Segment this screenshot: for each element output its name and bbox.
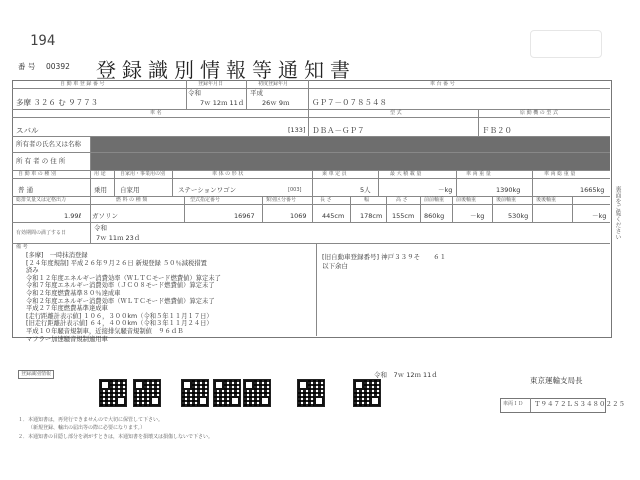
first-reg-era: 平成 (250, 89, 263, 97)
rule (308, 80, 309, 109)
redacted-owner-address (91, 153, 610, 170)
header-model-no: 型式指定番号 (190, 197, 221, 203)
copy-watermark (530, 30, 602, 58)
header-first-reg: 初度登録年月 (258, 81, 289, 87)
serial-label: 番 号 (18, 62, 36, 71)
engine-type: ＦＢ２０ (482, 126, 512, 135)
header-rf: 後前軸重 (496, 197, 517, 203)
remark-line: マフラー加速騒音規制適用車 (26, 335, 108, 343)
qr-code (298, 380, 324, 406)
length: 445cm (322, 212, 345, 220)
rule (312, 170, 313, 222)
displacement: 1.99ℓ (64, 212, 82, 220)
rule (12, 243, 610, 244)
remark-line: 令和２年度エネルギー消費効率（ＷＬＴＣモード燃費値）算定未了 (26, 297, 215, 305)
remark-line: 令和２年度燃費基準８０％達成車 (26, 289, 121, 297)
header-name: 車 名 (150, 110, 162, 116)
header-load: 最 大 積 載 量 (390, 171, 422, 177)
header-reg-no: 自 動 車 登 録 番 号 (60, 81, 105, 87)
header-biz: 自家用・事業用の別 (120, 171, 166, 177)
rule (420, 196, 421, 222)
header-type: 型 式 (390, 110, 402, 116)
note-2: ２．本通知書の目隠し部分を剥がすときは，本通知書を損壊又は損傷しないで下さい。 (18, 434, 214, 440)
document-title: 登録識別情報等通知書 (96, 58, 356, 82)
gross-weight: 1665kg (580, 186, 605, 194)
rule (530, 398, 531, 412)
rule (12, 178, 610, 179)
qr-code (100, 380, 126, 406)
header-length: 長 さ (320, 197, 332, 203)
rule (572, 196, 573, 222)
rule (12, 117, 610, 118)
rear-rear-axle: －kg (592, 212, 607, 220)
rule (316, 243, 317, 336)
owner-name-label: 所有者の氏名又は名称 (16, 140, 81, 148)
header-rr: 後後軸重 (536, 197, 557, 203)
blank-below: 以下余白 (322, 262, 348, 270)
vehicle-weight: 1390kg (496, 186, 521, 194)
handwritten-number: 194 (30, 33, 56, 49)
header-width: 幅 (364, 197, 370, 203)
vehicle-id-value: Ｔ９４７２ＬＳ３４８０２２５ (534, 400, 625, 408)
remark-line: [走行距離計表示値] １０６，３００km（令和５年１１月１７日） (26, 312, 213, 320)
rule (492, 196, 493, 222)
class-number: 1069 (290, 212, 307, 220)
header-use: 用 途 (94, 171, 106, 177)
header-gross: 車 両 総 重 量 (544, 171, 576, 177)
rule (114, 170, 115, 196)
rule (90, 170, 91, 222)
rule (12, 222, 610, 223)
see-reverse-note: 裏面をご覧ください (614, 186, 621, 240)
remark-line: 令和１２年度エネルギー消費効率（ＷＬＴＣモード燃費値）算定未了 (26, 274, 221, 282)
front-front-axle: 860kg (424, 212, 445, 220)
note-1: １．本通知書は，再発行できませんので大切に保管して下さい。 (18, 417, 164, 423)
rule (456, 170, 457, 196)
expiry-era: 令和 (94, 224, 107, 232)
header-chassis: 車 台 番 号 (430, 81, 455, 87)
type-code: [133] (288, 126, 306, 134)
remark-line: [２４年度規制] 平成２６年９月２６日 新規登録 ５０％減税措置 (26, 259, 207, 267)
front-rear-axle: －kg (470, 212, 485, 220)
rule (452, 196, 453, 222)
remark-line: 済み (26, 267, 39, 275)
height: 155cm (392, 212, 415, 220)
car-name: スバル (16, 126, 39, 135)
old-registration-number: [旧自動車登録番号] 神戸３３９そ ６１ (322, 253, 447, 261)
remark-line: 令和７年度エネルギー消費効率（ＪＣ０８モード燃費値）算定未了 (26, 282, 215, 290)
redacted-owner-name (91, 137, 610, 152)
rule (12, 204, 610, 205)
remarks-label: 備 考 (16, 244, 28, 250)
note-1b: （新規登録、輸出の届出等の際に必要になります。） (28, 425, 146, 431)
header-ff: 前前軸重 (424, 197, 445, 203)
vehicle-use: 乗用 (94, 186, 107, 194)
rear-front-axle: 530kg (508, 212, 529, 220)
remark-line: 平成２７年度燃費基準達成車 (26, 305, 108, 313)
header-kind: 自 動 車 の 種 別 (18, 171, 56, 177)
body-code: [003] (288, 187, 302, 193)
registration-info-label: 登録識別情報 (18, 370, 54, 379)
remark-line: 平成１０年騒音規制車，近接排気騒音規制値 ９６ｄＢ (26, 327, 184, 335)
qr-code (134, 380, 160, 406)
rule (308, 109, 309, 136)
chassis-number: ＧＰ７－０７８５４８ (312, 98, 387, 107)
header-fr: 前後軸重 (456, 197, 477, 203)
rule (186, 80, 187, 109)
expiry-label: 有効期間の満了する日 (16, 230, 67, 236)
qr-code (354, 380, 380, 406)
issuing-office: 東京運輸支局長 (530, 376, 583, 385)
qr-code (182, 380, 208, 406)
header-capacity: 乗 車 定 員 (322, 171, 347, 177)
header-engine: 原 動 機 の 型 式 (520, 110, 558, 116)
qr-code (214, 380, 240, 406)
rule (532, 170, 533, 196)
rule (90, 222, 91, 243)
body-shape: ステーションワゴン (178, 186, 237, 194)
rule (172, 170, 173, 196)
rule (478, 109, 479, 136)
rule (184, 196, 185, 222)
rule (262, 196, 263, 222)
header-displacement: 総排気量又は定格出力 (16, 197, 67, 203)
seating-capacity: 5人 (360, 186, 371, 194)
first-registration: 26ｗ 9ｍ (262, 99, 290, 107)
header-weight: 車 両 重 量 (466, 171, 491, 177)
owner-address-label: 所 有 者 の 住 所 (16, 157, 66, 165)
rule (12, 88, 610, 89)
qr-code (244, 380, 270, 406)
rule (12, 196, 610, 197)
issue-date: 令和 7ｗ 12ｍ 11ｄ (374, 371, 438, 379)
max-load: －kg (438, 186, 453, 194)
rule (532, 196, 533, 222)
fuel-type: ガソリン (92, 212, 118, 220)
header-class-no: 類別区分番号 (266, 197, 297, 203)
remark-line: [旧走行距離計表示値] ６４，４００km（令和３年１１月２４日） (26, 320, 213, 328)
expiry-date: 7ｗ 11ｍ 23ｄ (96, 234, 141, 242)
vehicle-biz: 自家用 (120, 186, 140, 194)
reg-era: 令和 (188, 89, 201, 97)
rule (386, 196, 387, 222)
rule (378, 170, 379, 196)
rule (350, 196, 351, 222)
width: 178cm (360, 212, 383, 220)
vehicle-kind: 普 通 (18, 186, 34, 194)
model-designation-no: 16967 (234, 212, 255, 220)
registration-date: 7ｗ 12ｍ 11ｄ (200, 99, 245, 107)
header-reg-date: 登録年月日 (198, 81, 224, 87)
remarks-list (26, 252, 314, 343)
header-body: 車 体 の 形 状 (212, 171, 244, 177)
remark-line: [多摩] 一時抹消登録 (26, 252, 88, 259)
rule (246, 80, 247, 109)
serial-number: 00392 (46, 62, 70, 71)
header-fuel: 燃 料 の 種 類 (116, 197, 148, 203)
model-type: ＤＢＡ－ＧＰ７ (312, 126, 365, 135)
vehicle-id-label: 車両ＩＤ (503, 401, 524, 407)
header-height: 高 さ (396, 197, 408, 203)
registration-number: 多摩 ３２６ む ９７７３ (16, 98, 99, 107)
